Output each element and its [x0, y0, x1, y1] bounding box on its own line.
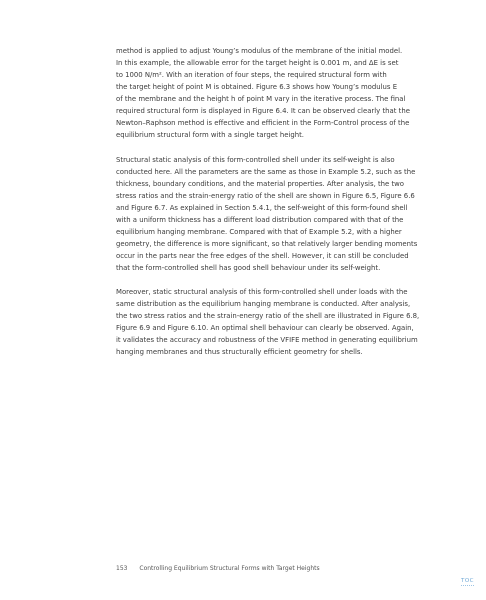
- text-line: In this example, the allowable error for the target height is 0.001 m, and ΔE is set: [116, 59, 399, 67]
- page-number: 153: [116, 565, 128, 572]
- body-text: [116, 45, 446, 371]
- text-line: equilibrium structural form with a single target height.: [116, 131, 304, 139]
- text-line: geometry, the difference is more significant, so that relatively larger bending moments: [116, 239, 418, 248]
- text-line: Moreover, static structural analysis of this form-controlled shell under loads with the: [116, 288, 408, 296]
- page-footer: [116, 565, 320, 572]
- text-line: the target height of point M is obtained. Figure 6.3 shows how Young’s modulus E: [116, 83, 398, 91]
- text-line: same distribution as the equilibrium hanging membrane is conducted. After analysis,: [116, 300, 411, 308]
- running-title: Controlling Equilibrium Structural Forms with Target Heights: [139, 565, 320, 572]
- text-line: that the form-controlled shell has good shell behaviour under its self-weight.: [116, 263, 381, 272]
- text-line: of the membrane and the height h of point M vary in the iterative process. The final: [116, 95, 406, 103]
- text-line: with a uniform thickness has a different load distribution compared with that of the: [116, 215, 404, 224]
- paragraph-2: [116, 154, 446, 274]
- text-line: Figure 6.9 and Figure 6.10. An optimal shell behaviour can clearly be observed. Again,: [116, 324, 414, 332]
- text-line: Newton–Raphson method is effective and efficient in the Form-Control process of the: [116, 119, 410, 127]
- paragraph-1: [116, 45, 446, 141]
- text-line: to 1000 N/m². With an iteration of four steps, the required structural form with: [116, 71, 387, 79]
- text-line: conducted here. All the parameters are the same as those in Example 5.2, such as the: [116, 167, 416, 176]
- text-line: method is applied to adjust Young’s modulus of the membrane of the initial model.: [116, 47, 403, 55]
- text-line: stress ratios and the strain-energy ratio of the shell are shown in Figure 6.5, Figure 6.6: [116, 191, 415, 200]
- text-line: Structural static analysis of this form-controlled shell under its self-weight is also: [116, 155, 395, 164]
- text-line: the two stress ratios and the strain-energy ratio of the shell are illustrated in Figure 6.8,: [116, 312, 420, 320]
- text-line: it validates the accuracy and robustness of the VFIFE method in generating equilibrium: [116, 336, 418, 344]
- text-line: required structural form is displayed in Figure 6.4. It can be observed clearly that the: [116, 107, 410, 115]
- paragraph-3: [116, 286, 446, 358]
- text-line: thickness, boundary conditions, and the material properties. After analysis, the two: [116, 179, 404, 188]
- text-line: hanging membranes and thus structurally efficient geometry for shells.: [116, 348, 363, 356]
- text-line: equilibrium hanging membrane. Compared with that of Example 5.2, with a higher: [116, 227, 402, 236]
- text-line: and Figure 6.7. As explained in Section 5.4.1, the self-weight of this form-found shell: [116, 203, 408, 212]
- toc-link[interactable]: TOC: [460, 578, 474, 584]
- text-line: occur in the parts near the free edges of the shell. However, it can still be concluded: [116, 251, 409, 260]
